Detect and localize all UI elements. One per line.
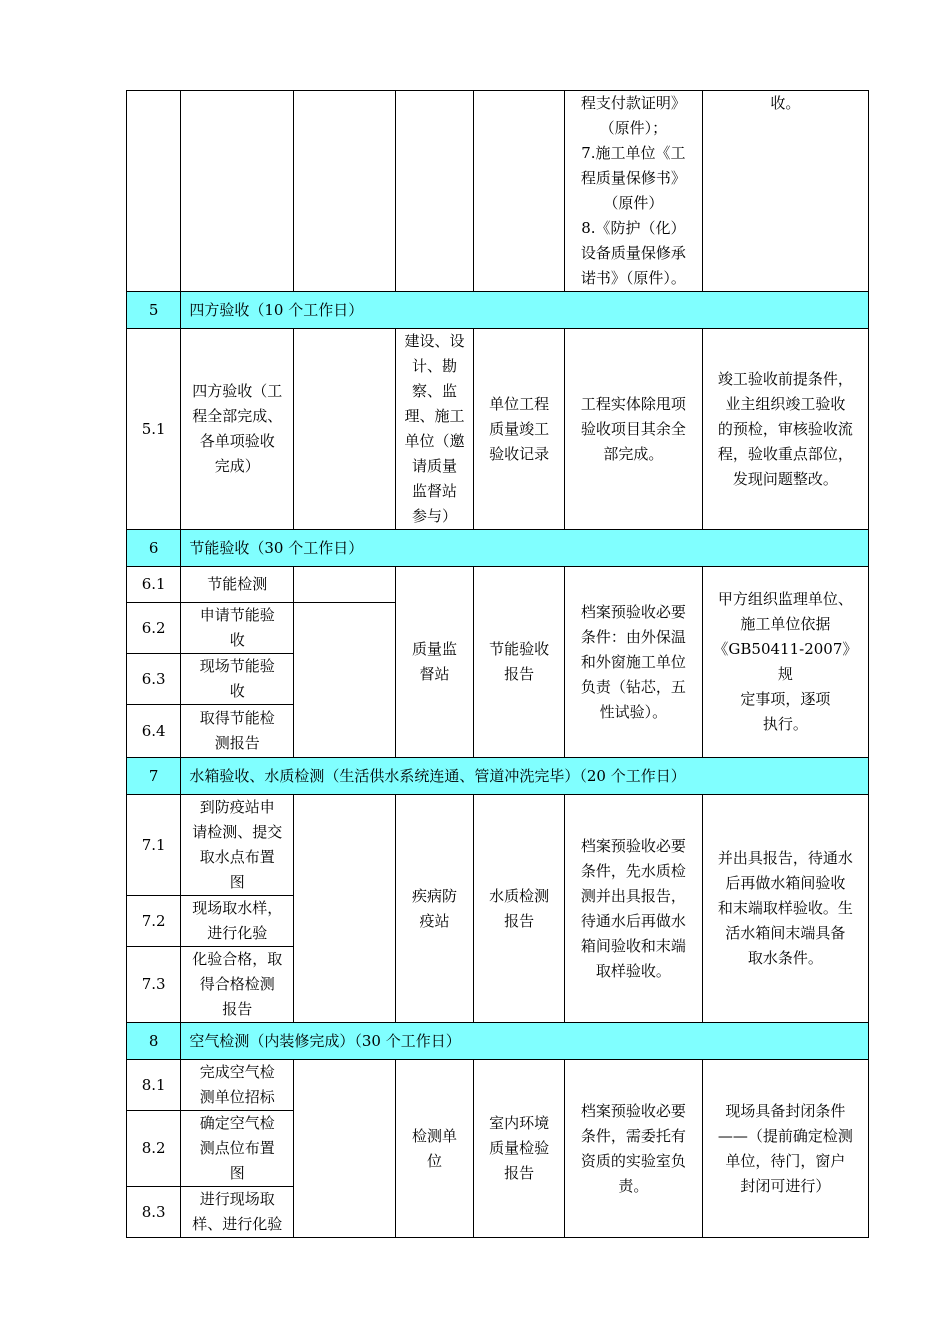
cell-text-line: 建设、设: [404, 332, 465, 350]
cell-text-line: 条件：由外保温: [580, 627, 686, 646]
cell-note: [702, 1060, 868, 1238]
cell-text-line: 责。: [618, 1176, 649, 1195]
section-title: 空气检测（内装修完成）（30 个工作日）: [181, 1023, 869, 1060]
cell-item: [181, 795, 294, 896]
cell-c3: [294, 329, 396, 530]
cell-text-line: 单位工程: [489, 394, 550, 413]
cell-text-line: 和末端取样验收。生: [717, 899, 853, 917]
cell-text-line: 单位（邀: [404, 432, 465, 450]
row-6-1: [127, 567, 869, 603]
cell-text-line: 完成）: [214, 457, 260, 475]
cell-text-line: 报告: [504, 911, 535, 930]
cell-text-line: 取得节能检: [199, 709, 275, 727]
cell-party: [395, 329, 474, 530]
cell-text-line: 报告: [222, 1000, 253, 1018]
section-6-header: [127, 530, 869, 567]
cell-num: 5.1: [127, 329, 181, 530]
cell-text-line: 《GB50411-2007》规: [713, 640, 858, 683]
cell-text-line: 7.施工单位《工: [581, 144, 686, 162]
cell-party: [395, 1060, 474, 1238]
cell-num: 8.3: [127, 1187, 181, 1238]
cell-note: [702, 329, 868, 530]
cell-text-line: 取水条件。: [747, 949, 823, 967]
cell-text-line: 收。: [770, 94, 801, 112]
cell-text-line: 测并出具报告，: [580, 886, 686, 905]
cell-text-line: 的预检，审核验收流: [717, 419, 853, 438]
cell-text-line: 竣工验收前提条件，: [717, 369, 853, 388]
cell-num: 7.3: [127, 947, 181, 1023]
cell-text-line: 进行现场取: [199, 1190, 275, 1208]
section-number: 5: [127, 292, 181, 329]
cell-text-line: 档案预验收必要: [580, 602, 686, 621]
cell-text-line: 验收记录: [489, 444, 550, 463]
cell-text-line: 到防疫站申: [199, 798, 275, 816]
cell-text-line: 理、施工: [404, 407, 465, 425]
cell-text-line: （原件）；: [599, 119, 668, 137]
cell-text-line: 计、勘: [412, 357, 458, 375]
cell-text-line: 验收项目其余全: [580, 419, 686, 438]
cell-text-line: 完成空气检: [199, 1063, 275, 1081]
cell-required-docs: [564, 91, 702, 292]
cell-condition: [564, 567, 702, 758]
cell-text-line: 节能验收: [489, 640, 550, 658]
cell-text-line: 条件，先水质检: [580, 861, 686, 880]
cell-doc: [474, 567, 565, 758]
cell-text-line: 后再做水箱间验收: [725, 874, 846, 892]
cell-text-line: 负责（钻芯，五: [580, 677, 686, 696]
section-number: 7: [127, 758, 181, 795]
cell-c3: [294, 567, 396, 603]
cell-c3: [294, 91, 396, 292]
cell-text-line: 图: [229, 873, 245, 891]
cell-text-line: 诺书》（原件）。: [580, 269, 686, 287]
cell-note: [702, 91, 868, 292]
cell-text-line: 确定空气检: [199, 1114, 275, 1132]
cell-text-line: 单位，待门，窗户: [725, 1151, 846, 1170]
cell-text-line: 发现问题整改。: [732, 469, 838, 488]
cell-text-line: 和外窗施工单位: [580, 652, 686, 671]
cell-item: [181, 603, 294, 654]
cell-text-line: 活水箱间末端具备: [725, 924, 846, 942]
cell-text-line: 设备质量保修承: [580, 244, 686, 262]
cell-condition: [564, 1060, 702, 1238]
cell-text-line: 室内环境: [489, 1114, 550, 1132]
section-title: 水箱验收、水质检测（生活供水系统连通、管道冲洗完毕）（20 个工作日）: [181, 758, 869, 795]
cell-text-line: 8.《防护（化）: [581, 219, 686, 237]
cell-text-line: 档案预验收必要: [580, 836, 686, 855]
cell-doc: [474, 795, 565, 1023]
cell-text-line: 部完成。: [603, 444, 664, 463]
cell-text-line: 监督站: [412, 482, 458, 500]
cell-text-line: 进行化验: [207, 924, 268, 942]
section-title: 节能验收（30 个工作日）: [181, 530, 869, 567]
cell-text-line: 各单项验收: [199, 432, 275, 450]
cell-item: [181, 1111, 294, 1187]
cell-text-line: 取样验收。: [595, 961, 671, 980]
cell-text-line: 条件，需委托有: [580, 1126, 686, 1145]
cell-party: [395, 567, 474, 758]
cell-num: 6.2: [127, 603, 181, 654]
acceptance-schedule-table: [126, 90, 869, 1238]
cell-note: [702, 567, 868, 758]
cell-num: 6.3: [127, 654, 181, 705]
cell-num: 7.2: [127, 896, 181, 947]
section-8-header: [127, 1023, 869, 1060]
cell-text-line: 疫站: [419, 911, 450, 930]
cell-text-line: 业主组织竣工验收: [725, 394, 846, 413]
cell-c3: [294, 603, 396, 758]
cell-doc: [474, 91, 565, 292]
cell-text-line: 程质量保修书》: [580, 169, 686, 187]
cell-text-line: 水质检测: [489, 886, 550, 905]
cell-item: [181, 705, 294, 758]
cell-num: 7.1: [127, 795, 181, 896]
cell-text-line: 收: [229, 631, 245, 649]
cell-item: [181, 329, 294, 530]
cell-text-line: 并出具报告，待通水: [717, 849, 853, 867]
cell-text-line: 现场取水样，: [192, 899, 283, 917]
cell-text-line: 施工单位依据: [740, 615, 831, 633]
cell-text-line: ——（提前确定检测: [717, 1126, 853, 1145]
cell-condition: [564, 329, 702, 530]
cell-text-line: 化验合格，取: [192, 950, 283, 968]
cell-item: [181, 947, 294, 1023]
cell-text-line: 质量检验: [489, 1139, 550, 1157]
cell-text-line: 得合格检测: [199, 975, 275, 993]
cell-text-line: （原件）: [603, 194, 664, 212]
cell-text-line: 参与）: [412, 507, 458, 525]
cell-num: 6.1: [127, 567, 181, 603]
cell-num: [127, 91, 181, 292]
cell-doc: [474, 1060, 565, 1238]
cell-text-line: 定事项，逐项: [740, 690, 831, 708]
cell-text-line: 封闭可进行）: [740, 1176, 831, 1195]
cell-item: [181, 567, 294, 603]
cell-text-line: 质量竣工: [489, 419, 550, 438]
cell-text-line: 疾病防: [412, 886, 458, 905]
continuation-row: [127, 91, 869, 292]
cell-item: [181, 896, 294, 947]
cell-num: 8.2: [127, 1111, 181, 1187]
cell-num: 8.1: [127, 1060, 181, 1111]
cell-note: [702, 795, 868, 1023]
row-5-1: [127, 329, 869, 530]
cell-text-line: 资质的实验室负: [580, 1151, 686, 1170]
cell-c3: [294, 1060, 396, 1238]
cell-item: [181, 1187, 294, 1238]
cell-item: [181, 1060, 294, 1111]
cell-text-line: 测单位招标: [199, 1088, 275, 1106]
cell-text-line: 待通水后再做水: [580, 911, 686, 930]
section-7-header: [127, 758, 869, 795]
section-title: 四方验收（10 个工作日）: [181, 292, 869, 329]
cell-text-line: 检测单: [412, 1126, 458, 1145]
cell-text-line: 执行。: [762, 715, 808, 733]
cell-text-line: 取水点布置: [199, 848, 275, 866]
cell-text-line: 程支付款证明》: [580, 94, 686, 112]
cell-condition: [564, 795, 702, 1023]
cell-text-line: 甲方组织监理单位、: [717, 590, 853, 608]
cell-text-line: 测点位布置: [199, 1139, 275, 1157]
section-number: 8: [127, 1023, 181, 1060]
cell-text-line: 收: [229, 682, 245, 700]
cell-text-line: 察、监: [412, 382, 458, 400]
cell-party: [395, 795, 474, 1023]
cell-text-line: 工程实体除甩项: [580, 394, 686, 413]
row-8-1: [127, 1060, 869, 1111]
cell-text-line: 程，验收重点部位，: [717, 444, 853, 463]
cell-text-line: 测报告: [214, 734, 260, 752]
cell-text-line: 位: [427, 1151, 443, 1170]
cell-num: 6.4: [127, 705, 181, 758]
cell-text-line: 档案预验收必要: [580, 1101, 686, 1120]
cell-text-line: 节能检测: [207, 575, 268, 593]
cell-item: [181, 91, 294, 292]
cell-party: [395, 91, 474, 292]
section-5-header: [127, 292, 869, 329]
cell-text-line: 报告: [504, 665, 535, 683]
cell-text-line: 申请节能验: [199, 606, 275, 624]
cell-text-line: 报告: [504, 1164, 535, 1182]
cell-text-line: 性试验）。: [599, 702, 668, 721]
cell-text-line: 程全部完成、: [192, 407, 283, 425]
cell-item: [181, 654, 294, 705]
cell-doc: [474, 329, 565, 530]
cell-text-line: 图: [229, 1164, 245, 1182]
cell-text-line: 请质量: [412, 457, 458, 475]
cell-text-line: 质量监: [412, 640, 458, 658]
row-7-1: [127, 795, 869, 896]
section-number: 6: [127, 530, 181, 567]
cell-text-line: 现场节能验: [199, 657, 275, 675]
cell-text-line: 箱间验收和末端: [580, 936, 686, 955]
cell-text-line: 现场具备封闭条件: [725, 1101, 846, 1120]
cell-text-line: 督站: [419, 665, 450, 683]
cell-c3: [294, 795, 396, 1023]
cell-text-line: 请检测、提交: [192, 823, 283, 841]
cell-text-line: 四方验收（工: [192, 382, 283, 400]
cell-text-line: 样、进行化验: [192, 1215, 283, 1233]
